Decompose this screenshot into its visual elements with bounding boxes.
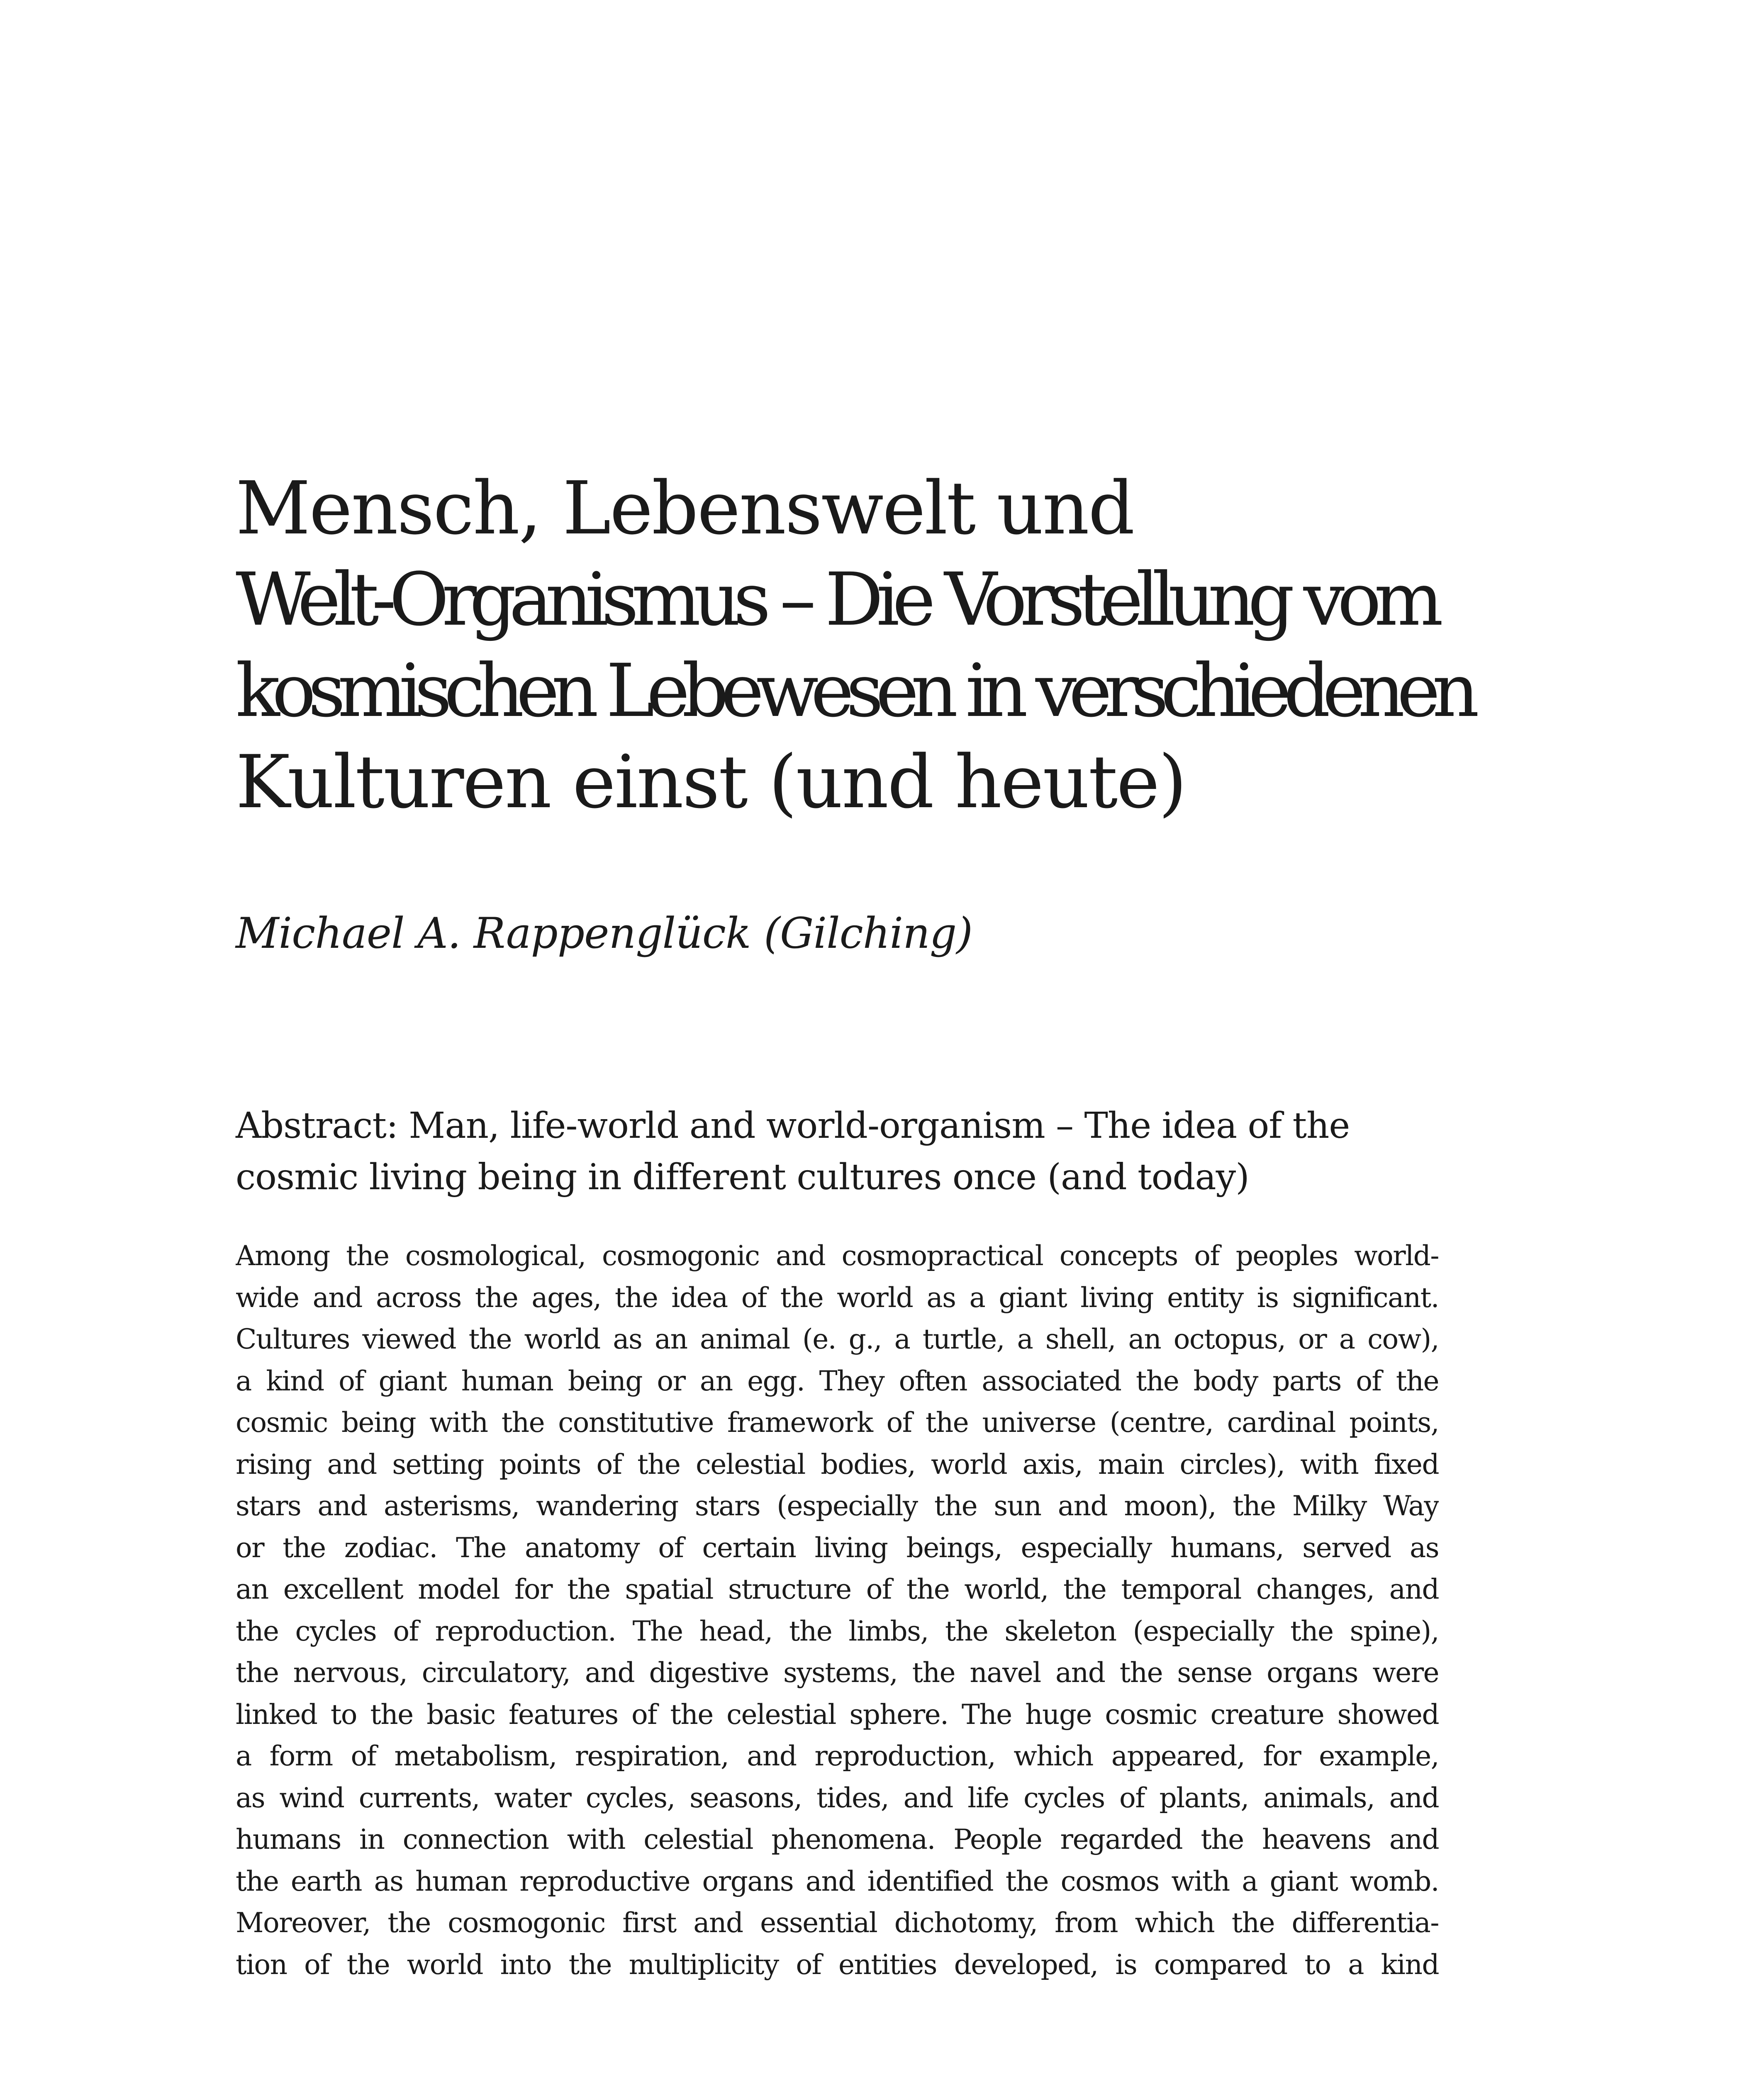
abstract-line: the earth as human reproductive organs and identified the cosmos with a giant womb. — [236, 1865, 1439, 1897]
abstract-line: humans in connection with celestial phenomena. People regarded the heavens and — [236, 1823, 1439, 1855]
abstract-line: tion of the world into the multiplicity of entities developed, is compared to a kind — [236, 1948, 1439, 1981]
author-name: Michael A. Rappenglück (Gilching) — [236, 909, 972, 958]
abstract-line: an excellent model for the spatial structure of the world, the temporal changes, and — [236, 1573, 1439, 1605]
abstract-line: as wind currents, water cycles, seasons, tides, and life cycles of plants, animals, and — [236, 1782, 1439, 1814]
abstract-line: rising and setting points of the celestial bodies, world axis, main circles), with fixed — [236, 1448, 1439, 1480]
title-line: kosmischen Lebewesen in verschiedenen — [236, 648, 1472, 733]
abstract-line: Among the cosmological, cosmogonic and cosmopractical concepts of peoples world- — [236, 1240, 1439, 1272]
abstract-line: cosmic being with the constitutive framework of the universe (centre, cardinal points, — [236, 1407, 1439, 1439]
abstract-line: or the zodiac. The anatomy of certain living beings, especially humans, served as — [236, 1531, 1439, 1564]
abstract-line: the nervous, circulatory, and digestive systems, the navel and the sense organs were — [236, 1657, 1439, 1689]
title-line: Mensch, Lebenswelt und — [236, 466, 1134, 551]
abstract-heading-line: Abstract: Man, life-world and world-organism – The idea of the — [236, 1105, 1350, 1147]
paper-title — [236, 463, 1472, 828]
abstract-text — [236, 1235, 1439, 1986]
title-line: Kulturen einst (und heute) — [236, 740, 1186, 825]
abstract-line: the cycles of reproduction. The head, the limbs, the skeleton (especially the spine), — [236, 1615, 1439, 1647]
title-line: Welt-Organismus – Die Vorstellung vom — [236, 557, 1436, 642]
abstract-heading — [236, 1100, 1439, 1203]
abstract-line: wide and across the ages, the idea of the world as a giant living entity is significant. — [236, 1281, 1439, 1314]
abstract-line: a kind of giant human being or an egg. They often associated the body parts of the — [236, 1365, 1439, 1397]
abstract-line: a form of metabolism, respiration, and reproduction, which appeared, for example, — [236, 1740, 1439, 1772]
abstract-line: stars and asterisms, wandering stars (especially the sun and moon), the Milky Way — [236, 1490, 1439, 1522]
abstract-line: Cultures viewed the world as an animal (e. g., a turtle, a shell, an octopus, or a cow), — [236, 1323, 1439, 1355]
abstract-line: Moreover, the cosmogonic first and essential dichotomy, from which the differentia- — [236, 1907, 1439, 1939]
abstract-heading-line: cosmic living being in different cultures once (and today) — [236, 1156, 1249, 1198]
abstract-line: linked to the basic features of the celestial sphere. The huge cosmic creature showed — [236, 1698, 1439, 1731]
